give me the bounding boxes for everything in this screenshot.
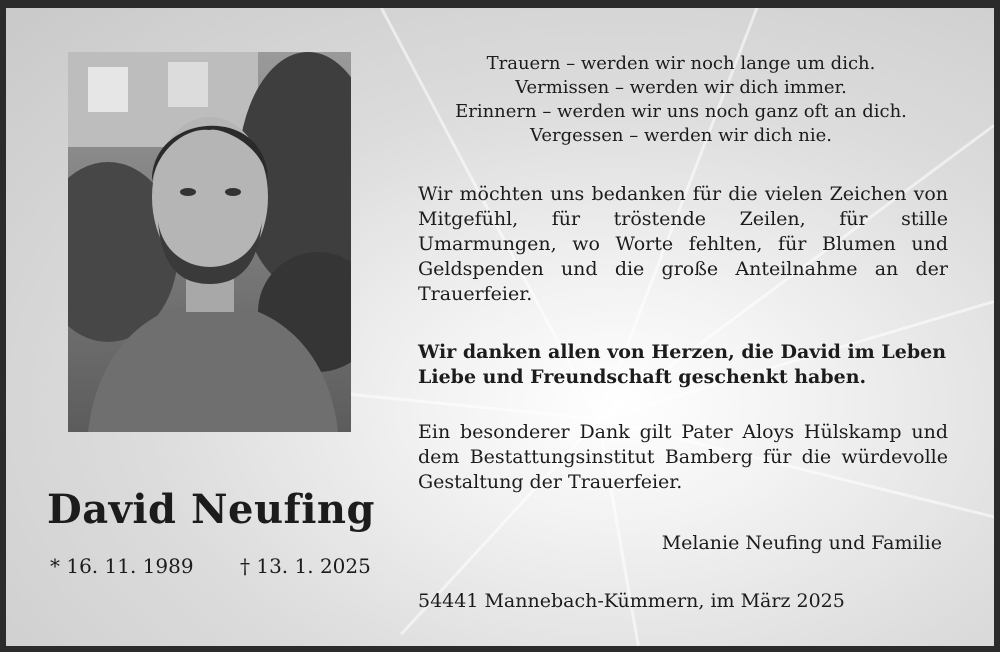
highlight-line: Wir danken allen von Herzen, die David im Leben: [418, 341, 947, 363]
death-date: † 13. 1. 2025: [240, 554, 371, 578]
highlight-line: Liebe und Freundschaft geschenkt haben.: [418, 366, 867, 388]
thanks-paragraph: Wir möchten uns bedanken für die vielen Zeichen von Mitgefühl, für tröstende Zeilen, für stille Umarmungen, wo Worte fehlten, für Blumen und Geldspenden und die große Anteilnahme an der Trauerfeier.: [418, 183, 948, 305]
poem: [416, 52, 946, 148]
poem-line: Vermissen – werden wir dich immer.: [515, 77, 847, 98]
poem-line: Trauern – werden wir noch lange um dich.: [486, 53, 876, 74]
poem-line: Vergessen – werden wir dich nie.: [530, 125, 832, 146]
special-thanks-paragraph: Ein besonderer Dank gilt Pater Aloys Hülskamp und dem Bestattungsinstitut Bamberg für die würdevolle Gestaltung der Trauerfeier.: [418, 421, 948, 493]
portrait-photo: [68, 52, 351, 432]
thanks-highlight: [418, 340, 948, 390]
birth-date: * 16. 11. 1989: [50, 554, 194, 578]
poem-line: Erinnern – werden wir uns noch ganz oft an dich.: [455, 101, 907, 122]
place-date: 54441 Mannebach-Kümmern, im März 2025: [418, 590, 845, 612]
deceased-name: David Neufing: [47, 486, 375, 533]
signature: Melanie Neufing und Familie: [661, 532, 942, 554]
